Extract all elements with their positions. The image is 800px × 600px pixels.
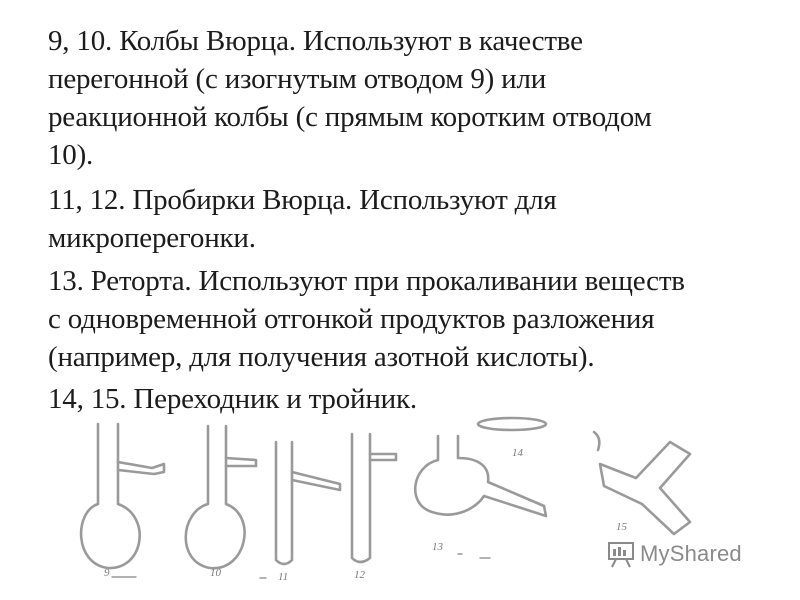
figure-label-11: 11 — [278, 571, 289, 583]
paragraph-wurtz-tubes — [48, 181, 768, 257]
wurtz-flask-straight-arm — [186, 426, 256, 579]
presentation-board-icon — [606, 539, 636, 569]
adapter — [478, 418, 546, 459]
text-line: реакционной колбы (с прямым коротким отводом — [48, 101, 652, 133]
figure-label-14: 14 — [512, 447, 523, 459]
figure-label-10: 10 — [210, 567, 221, 579]
text-line: перегонной (с изогнутым отводом 9) или — [48, 63, 547, 95]
paragraph-wurtz-flasks — [48, 22, 768, 174]
wurtz-tube-angled — [260, 442, 340, 583]
figure-label-9: 9 — [104, 567, 110, 579]
figure-label-15: 15 — [616, 521, 627, 533]
text-line: 13. Ретортa. Используют при прокаливании веществ — [48, 265, 685, 297]
figure-label-13: 13 — [432, 541, 443, 553]
text-line: микроперегонки. — [48, 222, 256, 254]
text-line: 10). — [48, 139, 94, 171]
text-line: 14, 15. Переходник и тройник. — [48, 383, 417, 415]
text-line: с одновременной отгонкой продуктов разложения — [48, 303, 655, 335]
text-line: 11, 12. Пробирки Вюрца. Используют для — [48, 184, 557, 216]
paragraph-retort — [48, 262, 768, 376]
wurtz-flask-bent-arm — [81, 424, 164, 579]
retort — [415, 436, 546, 558]
wurtz-tube-straight — [352, 434, 396, 581]
watermark — [606, 536, 742, 572]
figure-label-12: 12 — [354, 569, 365, 581]
text-line: (например, для получения азотной кислоты). — [48, 341, 595, 373]
watermark-text: MyShared — [640, 541, 742, 566]
text-line: 9, 10. Колбы Вюрца. Используют в качестве — [48, 25, 583, 57]
three-way-tee — [594, 432, 690, 534]
